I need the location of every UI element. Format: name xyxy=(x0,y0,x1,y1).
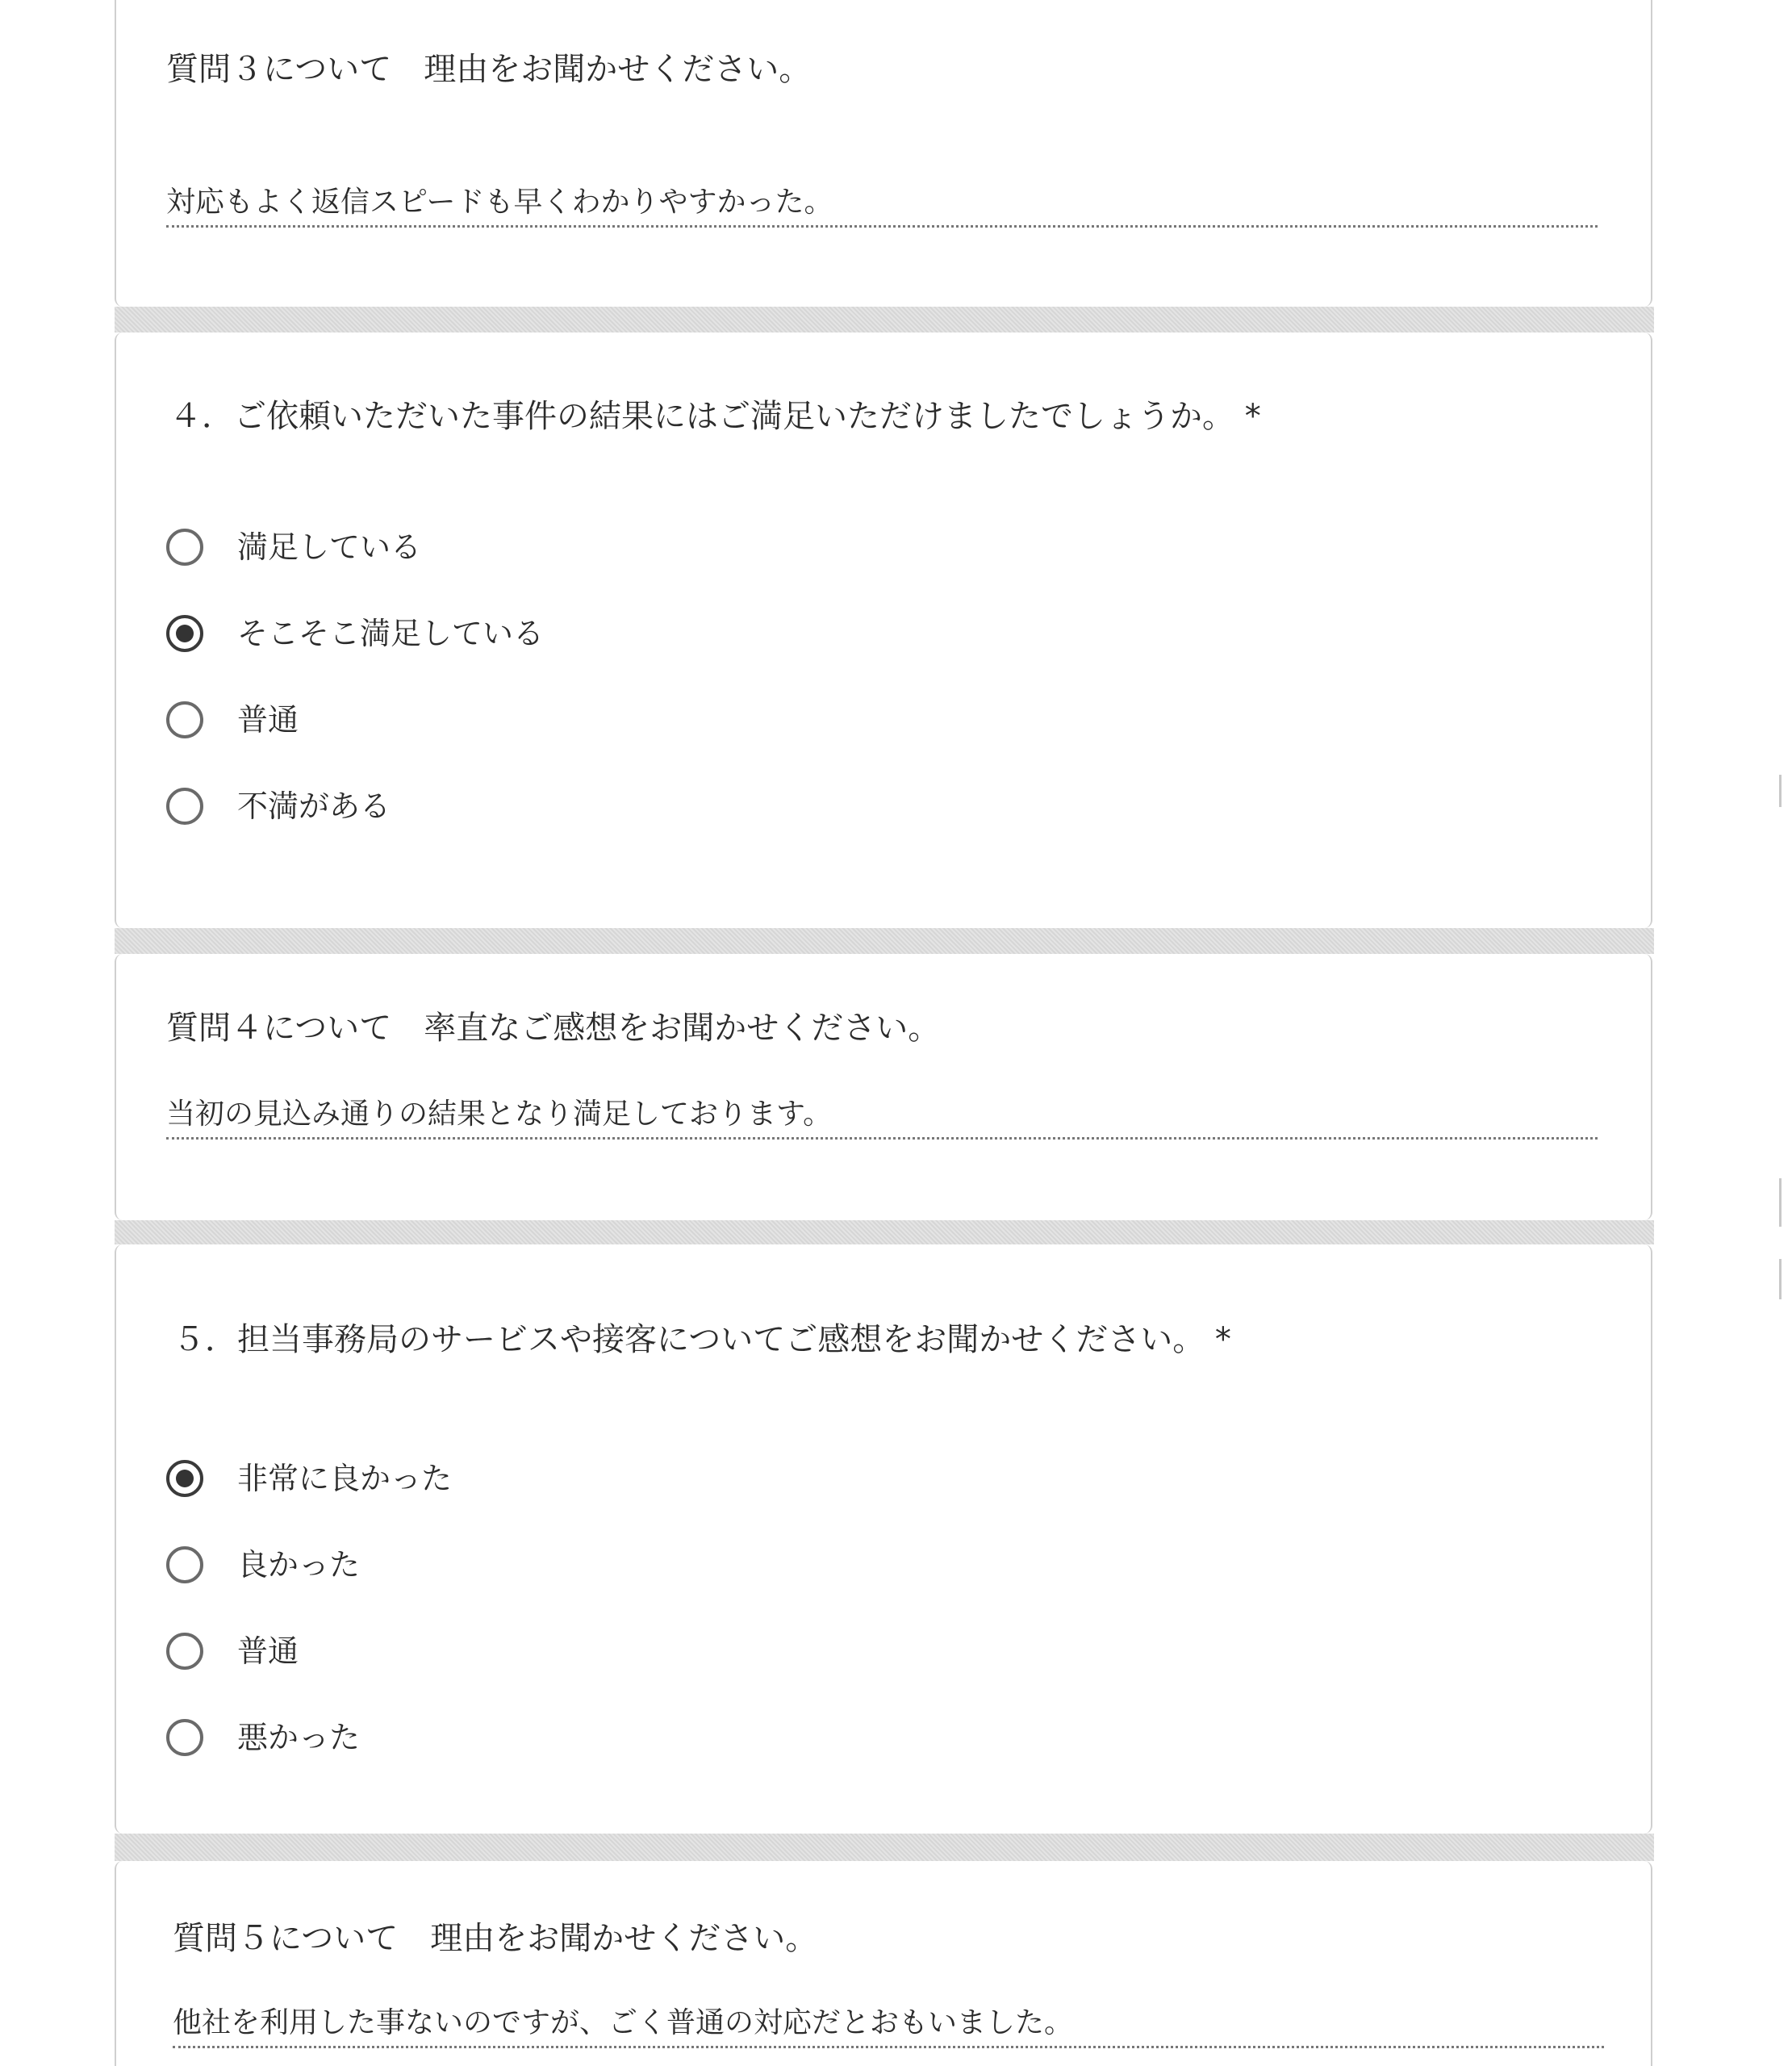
radio-unchecked-icon[interactable] xyxy=(166,1633,203,1670)
q5-reason-title: 質問５について 理由をお聞かせください。 xyxy=(173,1920,818,1957)
radio-checked-icon[interactable] xyxy=(166,1460,203,1497)
q4-comment-card xyxy=(115,954,1652,1220)
radio-unchecked-icon[interactable] xyxy=(166,1546,203,1583)
radio-checked-icon[interactable] xyxy=(166,615,203,652)
question4-card xyxy=(115,332,1652,928)
q3-reason-card xyxy=(115,0,1652,307)
question4-title: ４．ご依頼いただいた事件の結果にはご満足いただけましたでしょうか。 * xyxy=(169,398,1261,435)
question5-option-label: 良かった xyxy=(237,1547,361,1583)
question5-option-label: 悪かった xyxy=(237,1720,361,1755)
question4-option-label: そこそこ満足している xyxy=(237,616,545,651)
card-gap xyxy=(115,928,1654,954)
q5-reason-answer-text: 他社を利用した事ないのですが、ごく普通の対応だとおもいました。 xyxy=(173,2006,1074,2039)
q4-comment-answer-text: 当初の見込み通りの結果となり満足しております。 xyxy=(166,1098,833,1131)
question4-option-label: 普通 xyxy=(237,702,299,738)
q3-reason-answer-field[interactable] xyxy=(166,178,1598,228)
radio-unchecked-icon[interactable] xyxy=(166,1719,203,1756)
question5-option-2[interactable] xyxy=(166,1542,360,1587)
scan-artifact xyxy=(1779,1259,1782,1299)
radio-unchecked-icon[interactable] xyxy=(166,701,203,738)
question5-option-3[interactable] xyxy=(166,1629,299,1674)
scan-artifact xyxy=(1779,1178,1782,1227)
q5-reason-card xyxy=(115,1861,1652,2066)
q5-reason-answer-field[interactable] xyxy=(173,1998,1604,2048)
question4-option-3[interactable] xyxy=(166,697,299,742)
card-gap xyxy=(115,307,1654,332)
question4-option-2[interactable] xyxy=(166,611,544,656)
q3-reason-answer-text: 対応もよく返信スピードも早くわかりやすかった。 xyxy=(166,186,833,219)
question4-option-label: 不満がある xyxy=(237,788,391,824)
question5-option-4[interactable] xyxy=(166,1715,360,1760)
card-gap xyxy=(115,1220,1654,1244)
q3-reason-title: 質問３について 理由をお聞かせください。 xyxy=(166,51,812,88)
question5-option-label: 普通 xyxy=(237,1633,299,1669)
question4-option-label: 満足している xyxy=(237,529,422,565)
q4-comment-answer-field[interactable] xyxy=(166,1091,1598,1140)
radio-unchecked-icon[interactable] xyxy=(166,788,203,825)
q4-comment-title: 質問４について 率直なご感想をお聞かせください。 xyxy=(166,1010,941,1047)
question5-card xyxy=(115,1244,1652,1834)
question4-option-4[interactable] xyxy=(166,784,391,829)
question5-option-label: 非常に良かった xyxy=(237,1461,453,1496)
question4-option-1[interactable] xyxy=(166,525,421,570)
radio-unchecked-icon[interactable] xyxy=(166,529,203,566)
question5-option-1[interactable] xyxy=(166,1456,452,1501)
question5-title: ５．担当事務局のサービスや接客についてご感想をお聞かせください。 * xyxy=(173,1321,1231,1358)
scan-artifact xyxy=(1779,775,1782,807)
card-gap xyxy=(115,1834,1654,1861)
